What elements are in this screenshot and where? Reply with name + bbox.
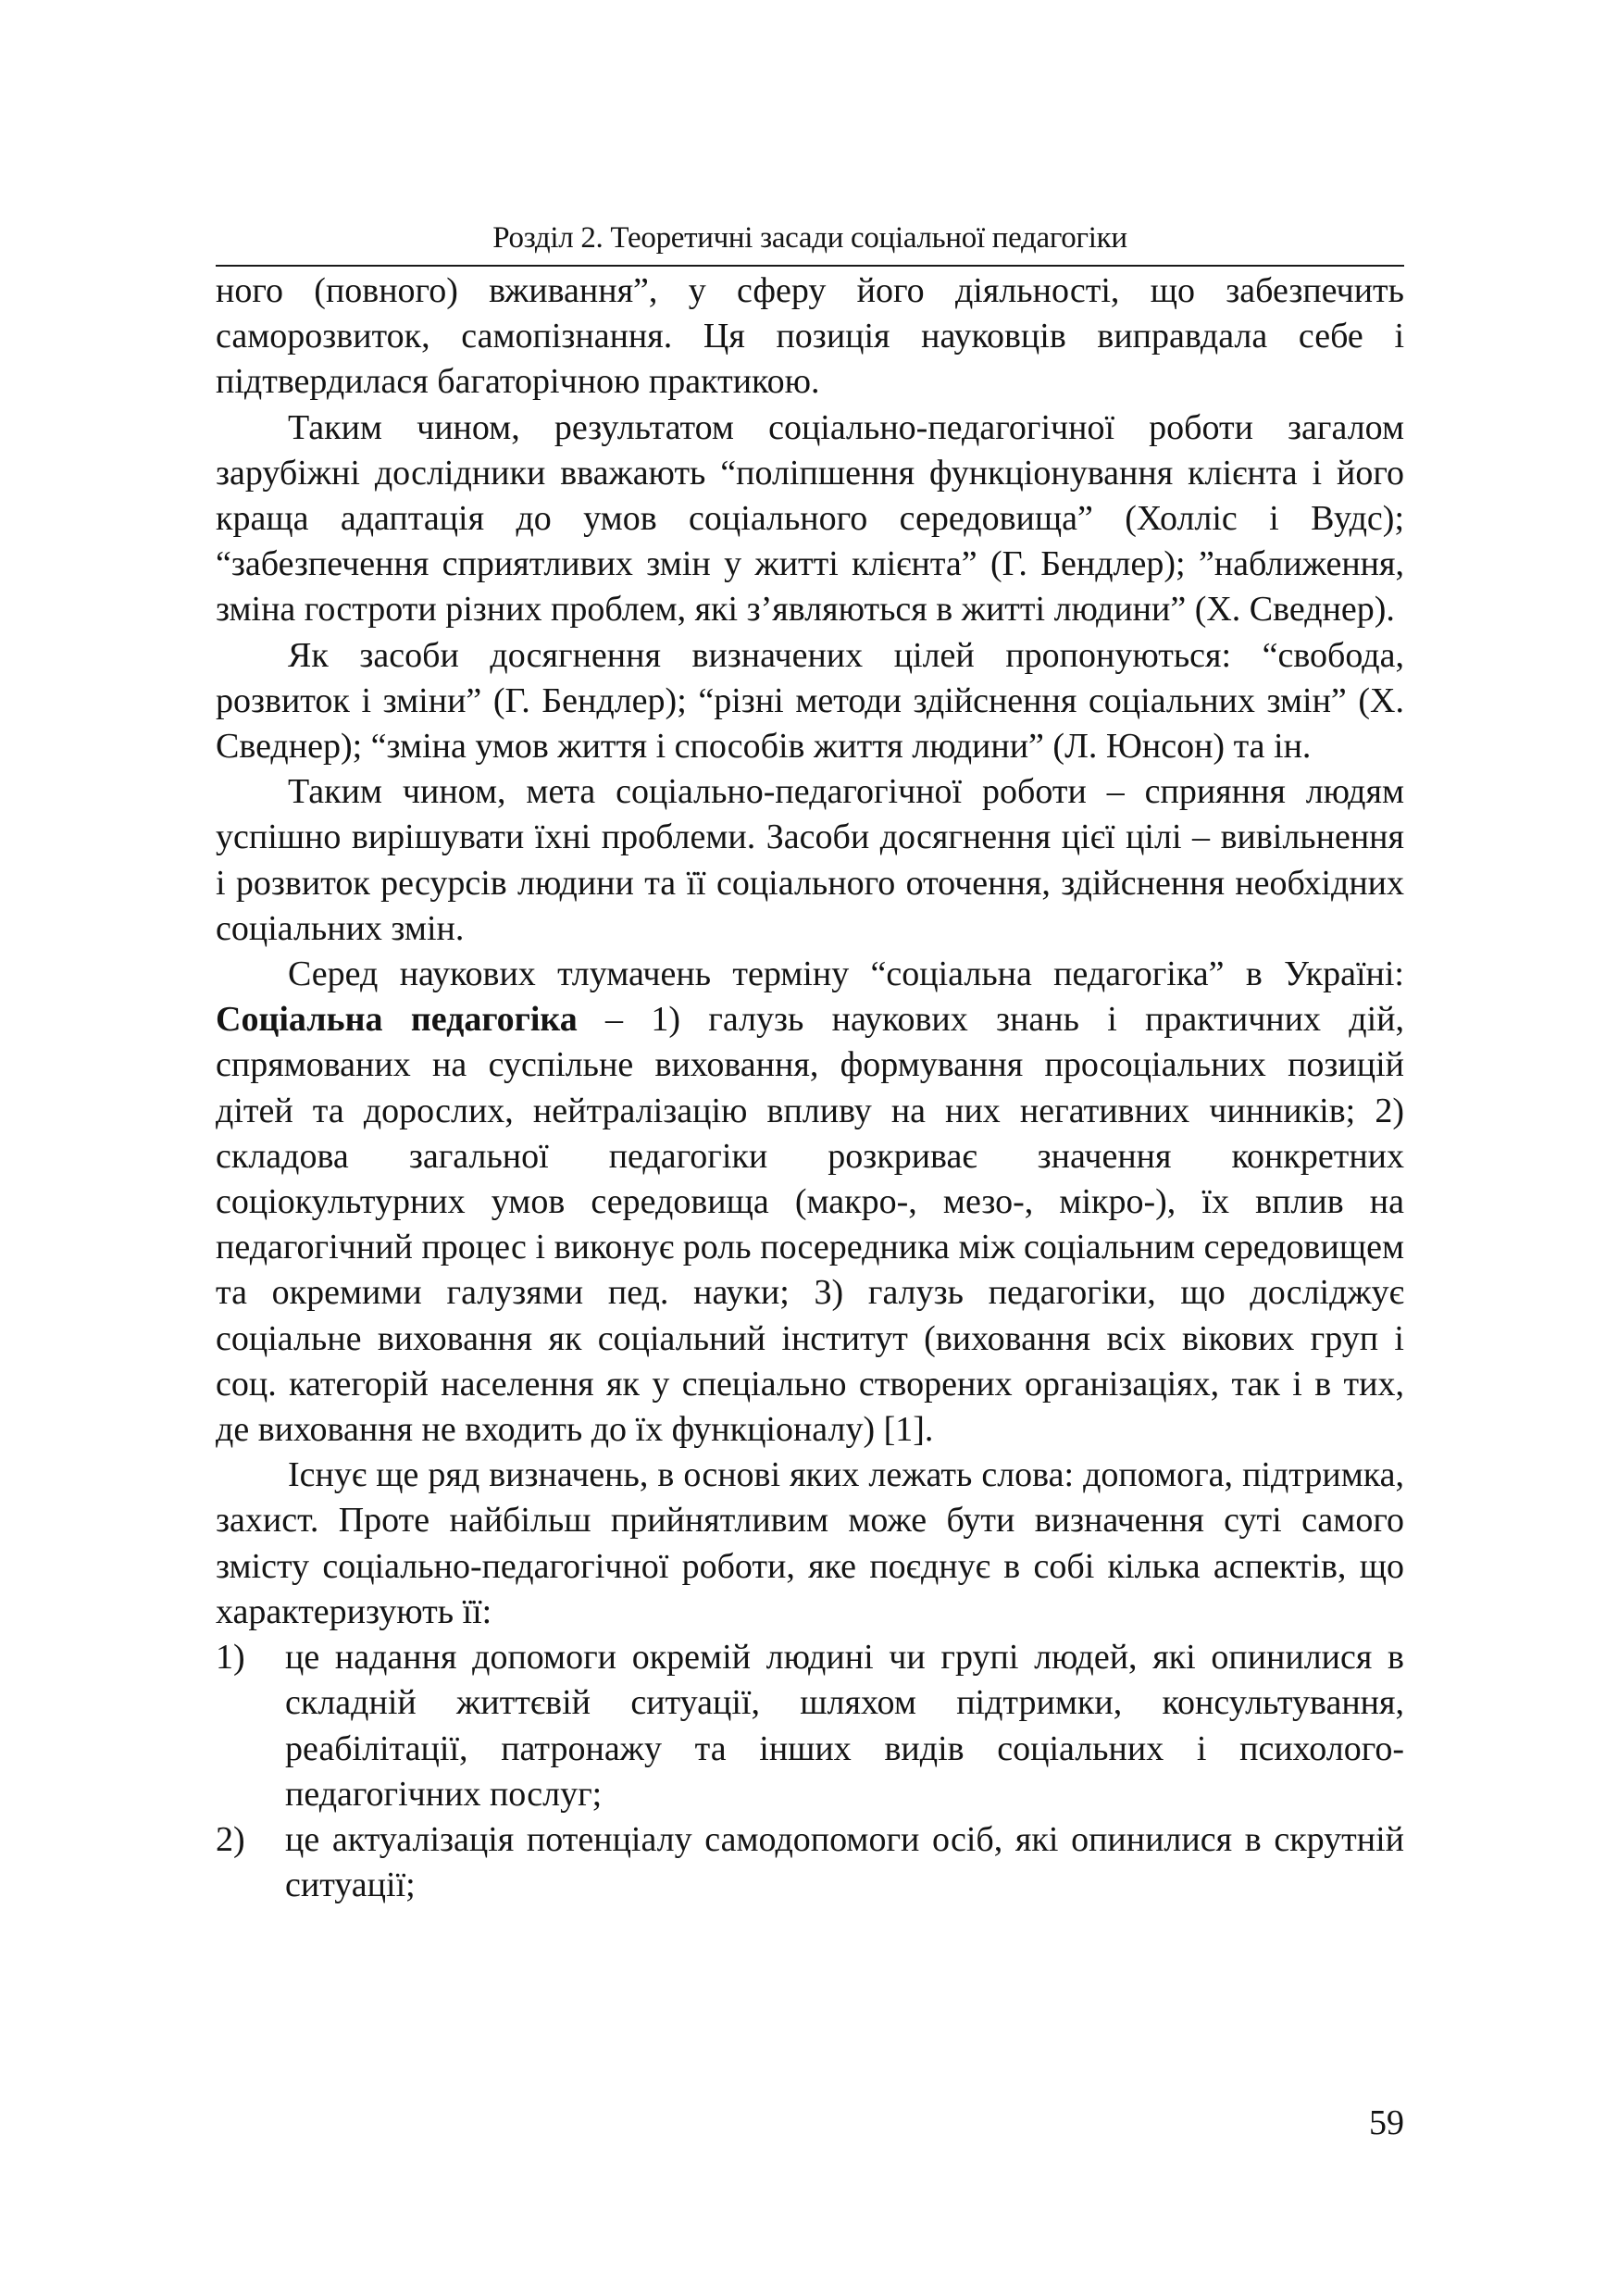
- paragraph-results: Таким чином, результатом соціально-педагогічної роботи загалом зарубіжні дослідники вважають “поліпшення функціонування клієнта і його краща адаптація до умов соціального середовища” (Холліс і Вудс); “забезпечення сприятливих змін у житті клієнта” (Г. Бендлер); ”наближення, зміна гостроти різних проблем, які з’являються в житті людини” (Х. Сведнер).: [216, 407, 1404, 630]
- list-item-number: 2): [216, 1819, 245, 1859]
- paragraph-aspects: Існує ще ряд визначень, в основі яких лежать слова: допомога, підтримка, захист. Проте найбільш прийнятливим може бути визначення суті самого змісту соціально-педагогічної роботи, яке поєднує в собі кілька аспектів, що характеризують її:: [216, 1455, 1404, 1631]
- list-item: [216, 1817, 1404, 1908]
- list-item-text: це актуалізація потенціалу самодопомоги осіб, які опинилися в скрутній ситуації;: [285, 1819, 1404, 1905]
- list-item-number: 1): [216, 1638, 245, 1678]
- list-item-text: це надання допомоги окремій людині чи групі людей, які опинилися в складній життєвій ситуації, шляхом підтримки, консультування, реабілітації, патронажу та інших видів соціальних і психолого-педагогічних послуг;: [285, 1638, 1404, 1814]
- aspects-list: [216, 1635, 1404, 1908]
- paragraph-goal: Таким чином, мета соціально-педагогічної роботи – сприяння людям успішно вирішувати їхні проблеми. Засоби досягнення цієї цілі – вивільнення і розвиток ресурсів людини та її соціального оточення, здійснення необхідних соціальних змін.: [216, 772, 1404, 948]
- definition-body: – 1) галузь наукових знань і практичних дій, спрямованих на суспільне виховання, формування просоціальних позицій дітей та дорослих, нейтралізацію впливу на них негативних чинників; 2) складова загальної педагогіки розкриває значення конкретних соціокультурних умов середовища (макро-, мезо-, мікро-), їх вплив на педагогічний процес і виконує роль посередника між соціальним середовищем та окремими галузями пед. науки; 3) галузь педагогіки, що досліджує соціальне виховання як соціальний інститут (виховання всіх вікових груп і соц. категорій населення як у спеціально створених організаціях, так і в тих, де виховання не входить до їх функціоналу) [1].: [216, 1000, 1404, 1450]
- paragraph-means: Як засоби досягнення визначених цілей пропонуються: “свобода, розвиток і зміни” (Г. Бендлер); “різні методи здійснення соціальних змін” (Х. Сведнер); “зміна умов життя і способів життя людини” (Л. Юнсон) та ін.: [216, 635, 1404, 767]
- body-text: [216, 268, 1404, 1908]
- running-header-title: Розділ 2. Теоретичні засади соціальної педагогіки: [492, 221, 1127, 255]
- page-number: 59: [1369, 2103, 1404, 2142]
- running-header: [216, 215, 1404, 267]
- definition-intro: Серед наукових тлумачень терміну “соціальна педагогіка” в Україні:: [288, 955, 1404, 994]
- list-item: [216, 1635, 1404, 1817]
- paragraph-continuation: ного (повного) вживання”, у сферу його діяльності, що забезпечить саморозвиток, самопізнання. Ця позиція науковців виправдала себе і підтвердилася багаторічною практикою.: [216, 271, 1404, 402]
- paragraph-definition: [216, 952, 1404, 1453]
- definition-term: Соціальна педагогіка: [216, 1000, 578, 1040]
